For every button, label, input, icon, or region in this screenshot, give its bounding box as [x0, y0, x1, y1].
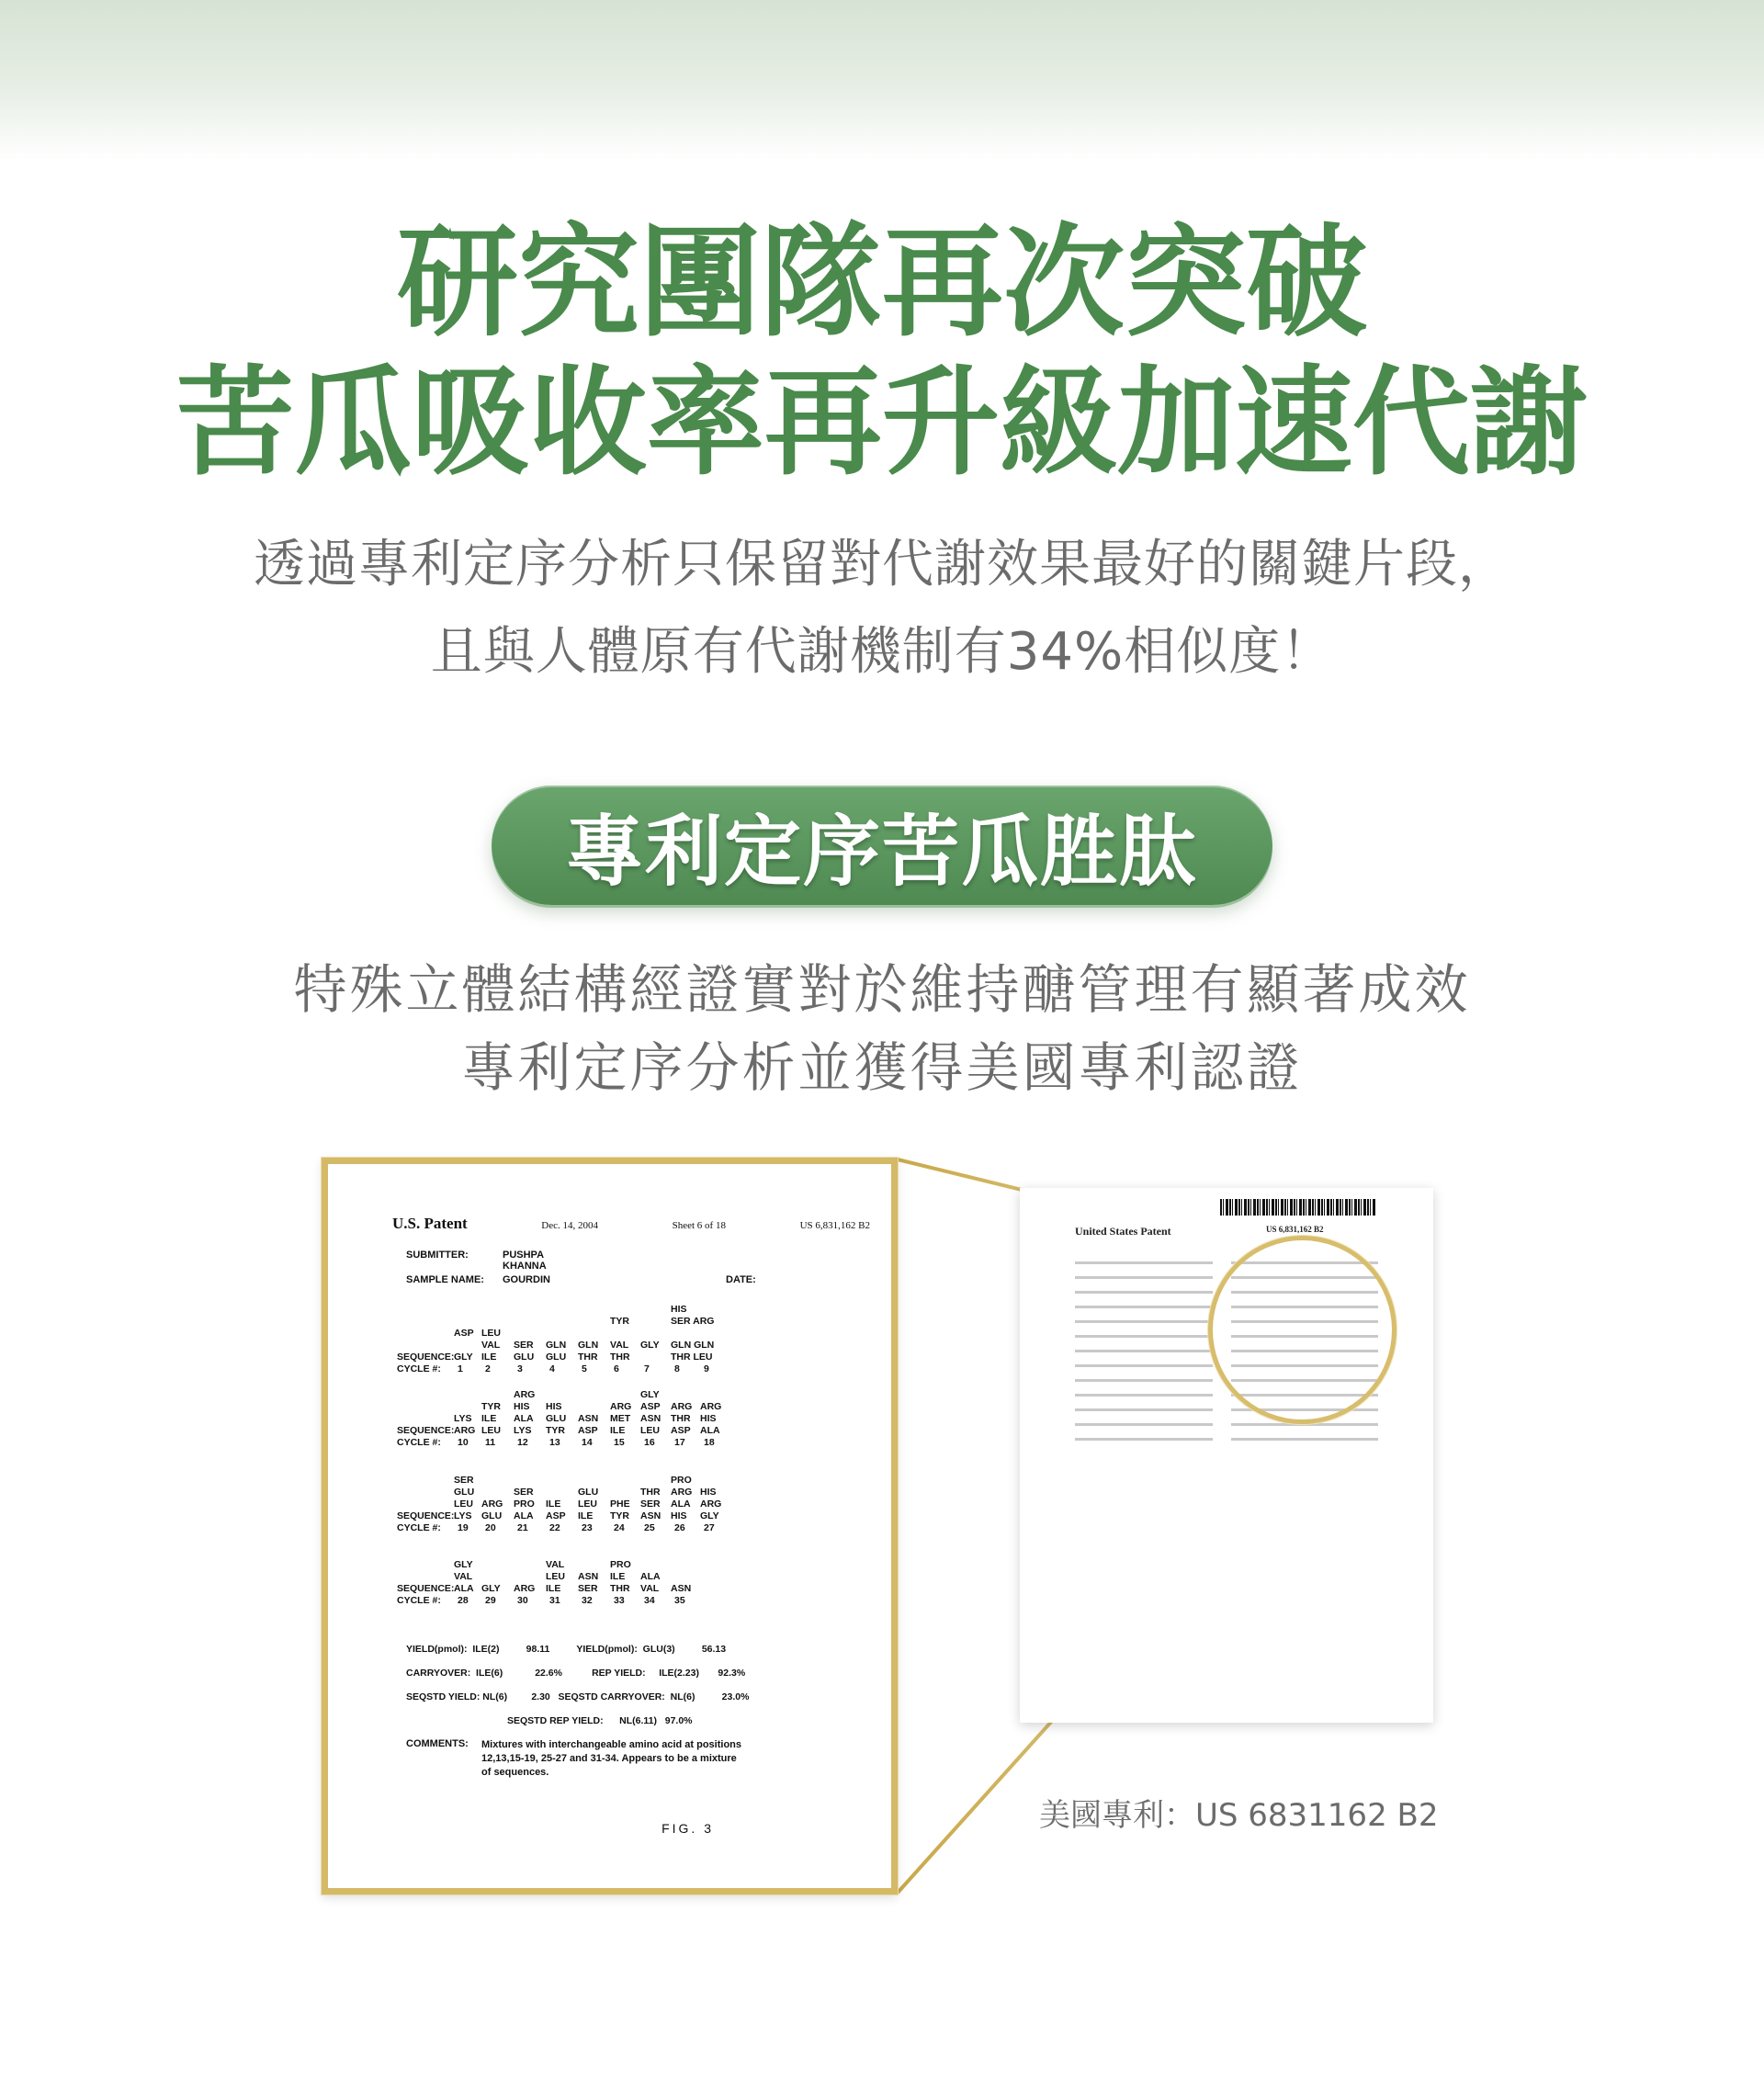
- patent-header: [392, 1215, 870, 1233]
- residue-cell: ILE: [610, 1425, 626, 1436]
- residue-cell: TYR: [481, 1401, 501, 1412]
- yield-row: YIELD(pmol): ILE(2) 98.11 YIELD(pmol): GLU(3) 56.13: [406, 1644, 727, 1655]
- residue-cell: THR LEU: [671, 1352, 713, 1363]
- cover-text-line: [1075, 1423, 1213, 1426]
- residue-cell: ARG: [514, 1583, 536, 1594]
- cycle-number: 27: [704, 1522, 715, 1533]
- residue-cell: GLY: [481, 1583, 501, 1594]
- residue-cell: THR: [640, 1487, 661, 1498]
- residue-cell: SER: [640, 1499, 661, 1510]
- cycle-number: 28: [458, 1595, 469, 1606]
- residue-cell: PRO: [514, 1499, 535, 1510]
- residue-cell: GLU: [546, 1352, 567, 1363]
- cycle-number: 17: [674, 1437, 685, 1448]
- sequence-row: [397, 1583, 838, 1595]
- comments-text: Mixtures with interchangeable amino acid at positions 12,13,15-19, 25-27 and 31-34. Appears to be a mixture of sequences.: [481, 1739, 741, 1778]
- cover-text-line: [1075, 1379, 1213, 1382]
- cycle-row: [397, 1437, 838, 1449]
- residue-cell: SER: [514, 1487, 534, 1498]
- cycle-number: 18: [704, 1437, 715, 1448]
- residue-cell: THR: [610, 1583, 630, 1594]
- residue-cell: ILE: [546, 1583, 561, 1594]
- residue-cell: HIS: [546, 1401, 562, 1412]
- cover-text-line: [1075, 1276, 1213, 1279]
- sequence-row: [406, 1389, 838, 1401]
- residue-cell: ASP: [578, 1425, 598, 1436]
- residue-cell: THR: [610, 1352, 630, 1363]
- residue-cell: ALA: [700, 1425, 720, 1436]
- cycle-label: CYCLE #:: [397, 1363, 441, 1374]
- subtext-line-1: 透過專利定序分析只保留對代謝效果最好的關鍵片段，: [254, 535, 1510, 594]
- residue-cell: ARG: [700, 1499, 722, 1510]
- patent-figure-page: [322, 1158, 898, 1894]
- residue-cell: SER ARG: [671, 1316, 715, 1327]
- cover-title: United States Patent: [1075, 1225, 1171, 1238]
- cover-text-line: [1075, 1364, 1213, 1367]
- residue-cell: VAL: [546, 1559, 565, 1570]
- cycle-row: [397, 1363, 838, 1375]
- barcode-image: [1220, 1199, 1376, 1216]
- cycle-number: 9: [704, 1363, 709, 1374]
- residue-cell: ASP: [671, 1425, 691, 1436]
- cycle-number: 16: [644, 1437, 655, 1448]
- sequence-row: [406, 1413, 838, 1425]
- cycle-number: 15: [614, 1437, 625, 1448]
- cycle-number: 20: [485, 1522, 496, 1533]
- cycle-row: [397, 1522, 838, 1534]
- cycle-number: 5: [582, 1363, 587, 1374]
- patent-number: US 6,831,162 B2: [799, 1220, 870, 1231]
- residue-cell: VAL: [481, 1340, 501, 1351]
- cycle-number: 30: [517, 1595, 528, 1606]
- residue-cell: HIS: [514, 1401, 530, 1412]
- residue-cell: LEU: [481, 1328, 501, 1339]
- headline-line-1: 研究團隊再次突破: [397, 211, 1367, 354]
- cover-text-line: [1075, 1306, 1213, 1308]
- cycle-number: 33: [614, 1595, 625, 1606]
- sequence-row: [406, 1340, 838, 1352]
- residue-cell: TYR: [546, 1425, 565, 1436]
- headline-line-2: 苦瓜吸收率再升級加速代謝: [175, 354, 1588, 492]
- cycle-number: 29: [485, 1595, 496, 1606]
- residue-cell: HIS: [700, 1487, 717, 1498]
- residue-cell: MET: [610, 1413, 631, 1424]
- cycle-number: 2: [485, 1363, 491, 1374]
- residue-cell: GLU: [481, 1510, 503, 1521]
- cycle-number: 3: [517, 1363, 523, 1374]
- sequence-label: SEQUENCE:: [397, 1583, 455, 1594]
- residue-cell: GLY: [700, 1510, 719, 1521]
- residue-cell: GLY: [454, 1559, 473, 1570]
- cycle-number: 1: [458, 1363, 463, 1374]
- yield-row: SEQSTD REP YIELD: NL(6.11) 97.0%: [507, 1715, 693, 1726]
- sequence-row: [406, 1401, 838, 1413]
- patent-sheet: Sheet 6 of 18: [672, 1220, 726, 1231]
- residue-cell: VAL: [610, 1340, 629, 1351]
- cycle-number: 14: [582, 1437, 593, 1448]
- residue-cell: LEU: [481, 1425, 501, 1436]
- cycle-number: 24: [614, 1522, 625, 1533]
- residue-cell: SER: [514, 1340, 534, 1351]
- residue-cell: LEU: [640, 1425, 660, 1436]
- submitter-value: PUSHPA KHANNA: [503, 1250, 547, 1272]
- sequence-row: [397, 1425, 838, 1437]
- patent-title: U.S. Patent: [392, 1215, 468, 1232]
- sample-value: GOURDIN: [503, 1274, 550, 1285]
- cycle-number: 4: [549, 1363, 555, 1374]
- cover-text-line: [1075, 1291, 1213, 1294]
- sequence-row: [406, 1559, 838, 1571]
- description-line-1: 特殊立體結構經證實對於維持醣管理有顯著成效: [293, 958, 1471, 1021]
- comments-label: COMMENTS:: [406, 1738, 469, 1749]
- residue-cell: ARG: [514, 1389, 536, 1400]
- residue-cell: ARG: [481, 1499, 503, 1510]
- cycle-number: 21: [517, 1522, 528, 1533]
- residue-cell: GLU: [546, 1413, 567, 1424]
- residue-cell: ALA: [514, 1413, 534, 1424]
- cycle-number: 35: [674, 1595, 685, 1606]
- residue-cell: ALA: [671, 1499, 691, 1510]
- residue-cell: GLN GLN: [671, 1340, 715, 1351]
- yield-row: CARRYOVER: ILE(6) 22.6% REP YIELD: ILE(2.23) 92.3%: [406, 1668, 746, 1679]
- residue-cell: ASN: [640, 1413, 662, 1424]
- cover-text-line: [1075, 1408, 1213, 1411]
- residue-cell: ARG: [671, 1487, 693, 1498]
- cycle-label: CYCLE #:: [397, 1595, 441, 1606]
- residue-cell: LEU: [454, 1499, 473, 1510]
- sequence-label: SEQUENCE:: [397, 1510, 455, 1521]
- cycle-number: 13: [549, 1437, 560, 1448]
- residue-cell: VAL: [640, 1583, 660, 1594]
- sequence-row: [406, 1475, 838, 1487]
- residue-cell: VAL: [454, 1571, 473, 1582]
- cover-text-line: [1075, 1261, 1213, 1264]
- residue-cell: ILE: [546, 1499, 561, 1510]
- cycle-number: 10: [458, 1437, 469, 1448]
- cover-text-line: [1075, 1350, 1213, 1352]
- sequence-row: [406, 1316, 838, 1328]
- sequence-row: [397, 1510, 838, 1522]
- residue-cell: LYS: [454, 1510, 472, 1521]
- residue-cell: ASP: [546, 1510, 566, 1521]
- residue-cell: ASP: [640, 1401, 661, 1412]
- residue-cell: GLU: [514, 1352, 535, 1363]
- cycle-number: 22: [549, 1522, 560, 1533]
- residue-cell: THR: [671, 1413, 691, 1424]
- residue-cell: LYS: [514, 1425, 532, 1436]
- cycle-number: 34: [644, 1595, 655, 1606]
- residue-cell: ILE: [578, 1510, 594, 1521]
- residue-cell: ASN: [640, 1510, 662, 1521]
- cover-text-line: [1075, 1394, 1213, 1397]
- residue-cell: ASN: [578, 1571, 599, 1582]
- residue-cell: PRO: [671, 1475, 692, 1486]
- residue-cell: ARG: [610, 1401, 632, 1412]
- residue-cell: LEU: [578, 1499, 597, 1510]
- residue-cell: ILE: [481, 1413, 497, 1424]
- submitter-label: SUBMITTER:: [406, 1250, 469, 1261]
- cycle-number: 25: [644, 1522, 655, 1533]
- residue-cell: HIS: [671, 1304, 687, 1315]
- sequence-block: [397, 1389, 838, 1449]
- residue-cell: ILE: [481, 1352, 497, 1363]
- residue-cell: SER: [578, 1583, 598, 1594]
- sequence-label: SEQUENCE:: [397, 1425, 455, 1436]
- residue-cell: GLY: [640, 1389, 660, 1400]
- residue-cell: GLU: [578, 1487, 599, 1498]
- magnifier-circle: [1208, 1236, 1396, 1424]
- cycle-number: 32: [582, 1595, 593, 1606]
- cycle-number: 26: [674, 1522, 685, 1533]
- residue-cell: THR: [578, 1352, 598, 1363]
- subtext-line-2: 且與人體原有代謝機制有34%相似度！: [430, 622, 1334, 682]
- residue-cell: ALA: [514, 1510, 534, 1521]
- residue-cell: ASP: [454, 1328, 474, 1339]
- sequence-row: [406, 1487, 838, 1499]
- cover-text-line: [1075, 1335, 1213, 1338]
- residue-cell: HIS: [671, 1510, 687, 1521]
- residue-cell: PHE: [610, 1499, 630, 1510]
- residue-cell: SER: [454, 1475, 474, 1486]
- residue-cell: GLN: [546, 1340, 567, 1351]
- cycle-number: 12: [517, 1437, 528, 1448]
- cycle-label: CYCLE #:: [397, 1437, 441, 1448]
- cycle-number: 7: [644, 1363, 650, 1374]
- sequence-block: [397, 1475, 838, 1534]
- cycle-label: CYCLE #:: [397, 1522, 441, 1533]
- cycle-number: 23: [582, 1522, 593, 1533]
- residue-cell: ALA: [454, 1583, 474, 1594]
- residue-cell: GLY: [454, 1352, 473, 1363]
- residue-cell: GLU: [454, 1487, 475, 1498]
- yield-row: SEQSTD YIELD: NL(6) 2.30 SEQSTD CARRYOVER: NL(6) 23.0%: [406, 1691, 750, 1702]
- residue-cell: ASN: [671, 1583, 692, 1594]
- patent-badge-label: 專利定序苦瓜胜肽: [565, 805, 1198, 897]
- residue-cell: ARG: [454, 1425, 476, 1436]
- residue-cell: PRO: [610, 1559, 631, 1570]
- figure-label: FIG. 3: [662, 1821, 714, 1836]
- residue-cell: ARG: [700, 1401, 722, 1412]
- sequence-label: SEQUENCE:: [397, 1352, 455, 1363]
- sequence-row: [406, 1499, 838, 1510]
- sequence-row: [397, 1352, 838, 1363]
- cycle-number: 19: [458, 1522, 469, 1533]
- cycle-row: [397, 1595, 838, 1607]
- residue-cell: ARG: [671, 1401, 693, 1412]
- sample-field: [406, 1274, 550, 1285]
- residue-cell: TYR: [610, 1316, 629, 1327]
- patent-date: Dec. 14, 2004: [541, 1220, 599, 1231]
- sample-label: SAMPLE NAME:: [406, 1274, 484, 1285]
- residue-cell: GLY: [640, 1340, 660, 1351]
- sequence-row: [406, 1328, 838, 1340]
- cycle-number: 8: [674, 1363, 680, 1374]
- residue-cell: GLN: [578, 1340, 599, 1351]
- residue-cell: ALA: [640, 1571, 661, 1582]
- cycle-number: 11: [485, 1437, 496, 1448]
- residue-cell: ILE: [610, 1571, 626, 1582]
- residue-cell: TYR: [610, 1510, 629, 1521]
- comments: [406, 1738, 741, 1778]
- residue-cell: LYS: [454, 1413, 472, 1424]
- sequence-block: [397, 1559, 838, 1607]
- residue-cell: HIS: [700, 1413, 717, 1424]
- date-label: DATE:: [726, 1274, 756, 1285]
- patent-caption: 美國專利：US 6831162 B2: [1039, 1797, 1439, 1834]
- cycle-number: 31: [549, 1595, 560, 1606]
- cover-text-line: [1075, 1320, 1213, 1323]
- cycle-number: 6: [614, 1363, 619, 1374]
- residue-cell: LEU: [546, 1571, 565, 1582]
- submitter-field: [406, 1250, 547, 1272]
- residue-cell: ASN: [578, 1413, 599, 1424]
- sequence-block: [397, 1304, 838, 1375]
- cover-number: US 6,831,162 B2: [1266, 1225, 1324, 1234]
- cover-text-line: [1075, 1438, 1213, 1441]
- sequence-row: [406, 1571, 838, 1583]
- cover-text-line: [1231, 1438, 1378, 1441]
- sequence-row: [406, 1304, 838, 1316]
- description-line-2: 專利定序分析並獲得美國專利認證: [461, 1036, 1303, 1099]
